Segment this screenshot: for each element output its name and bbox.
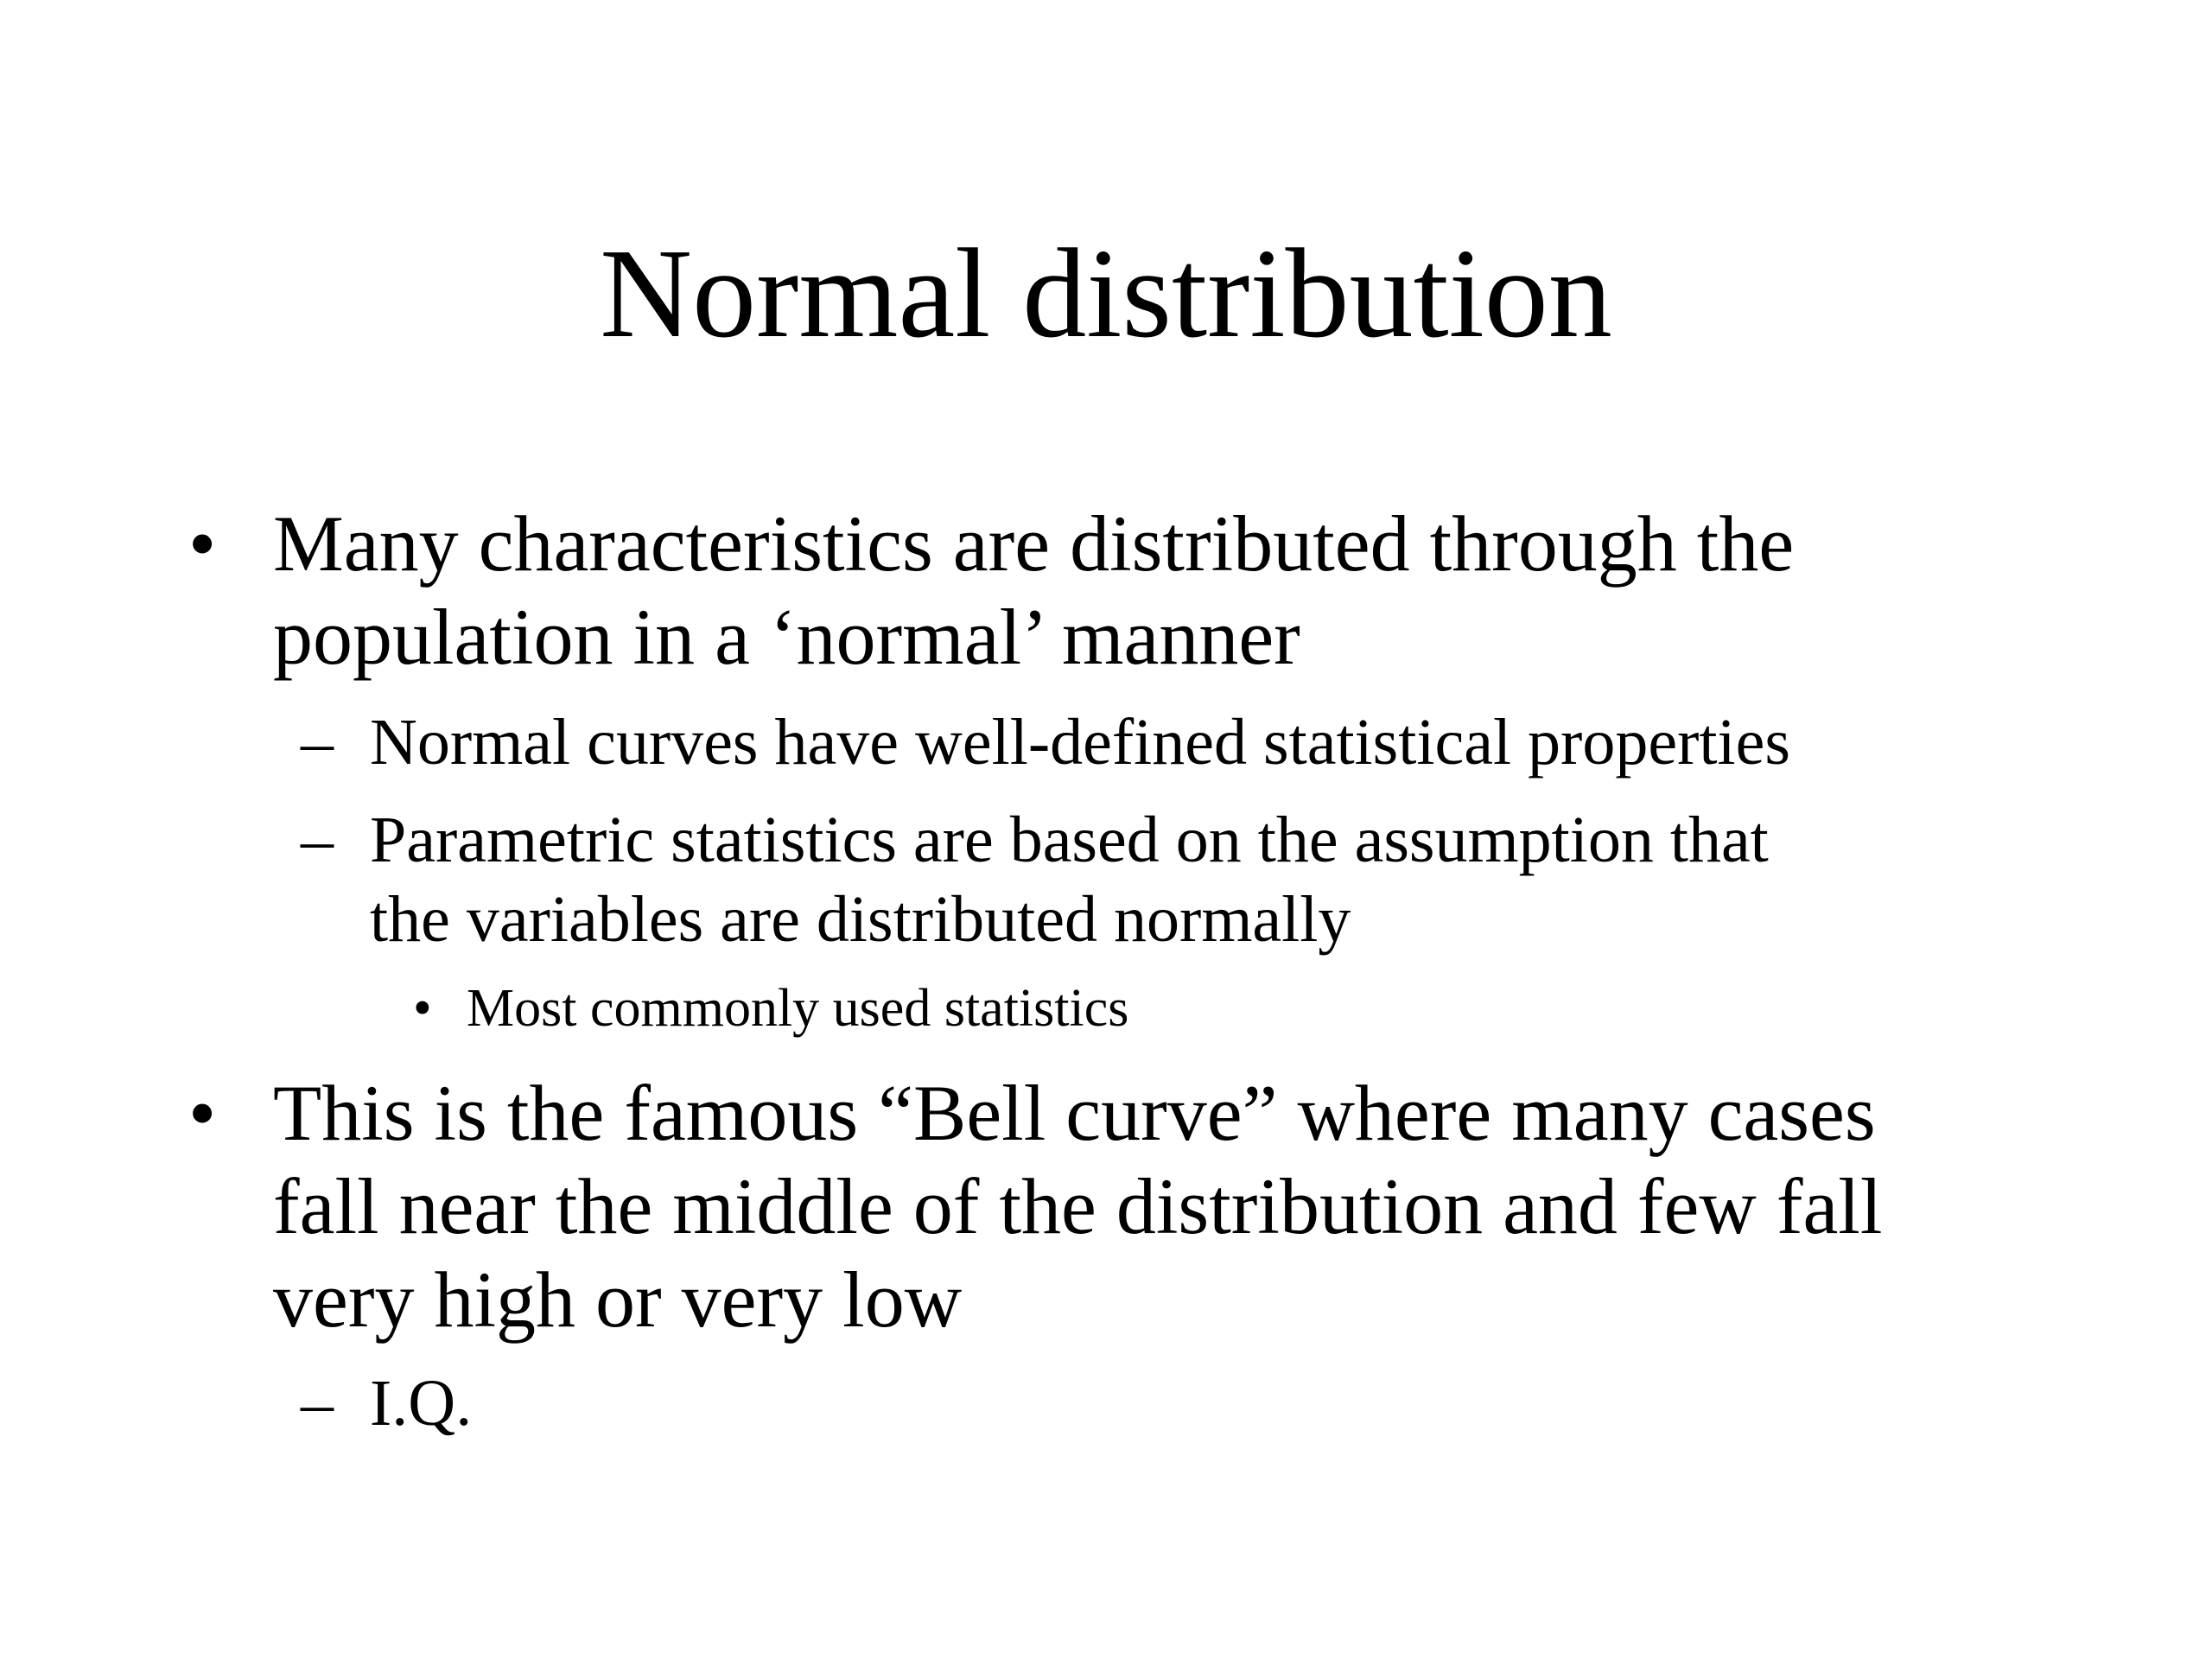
subitem-1-2-line-1: Parametric statistics are based on the assumption that (370, 804, 1769, 876)
bullet-2-line-3: very high or very low (273, 1255, 963, 1344)
dash-marker: – (301, 804, 334, 876)
bullet-1-line-1: Many characteristics are distributed through the (273, 499, 1795, 588)
subitem-1-2-line-2: the variables are distributed normally (370, 883, 1351, 956)
bullet-2-line-1: This is the famous “Bell curve” where many cases (273, 1069, 1876, 1157)
subitem-1-1-line-1: Normal curves have well-defined statistical properties (370, 706, 1790, 779)
small-bullet-marker: • (413, 979, 432, 1038)
bullet-marker: • (188, 1069, 217, 1157)
bullet-1-line-2: population in a ‘normal’ manner (273, 593, 1300, 681)
bullet-marker: • (188, 499, 217, 588)
bullet-2-line-2: fall near the middle of the distribution and few fall (273, 1162, 1883, 1250)
subitem-1-2-1-line-1: Most commonly used statistics (467, 979, 1129, 1038)
dash-marker: – (301, 1367, 334, 1440)
subitem-2-1-line-1: I.Q. (370, 1367, 473, 1440)
slide-title: Normal distribution (600, 223, 1612, 365)
dash-marker: – (301, 706, 334, 779)
